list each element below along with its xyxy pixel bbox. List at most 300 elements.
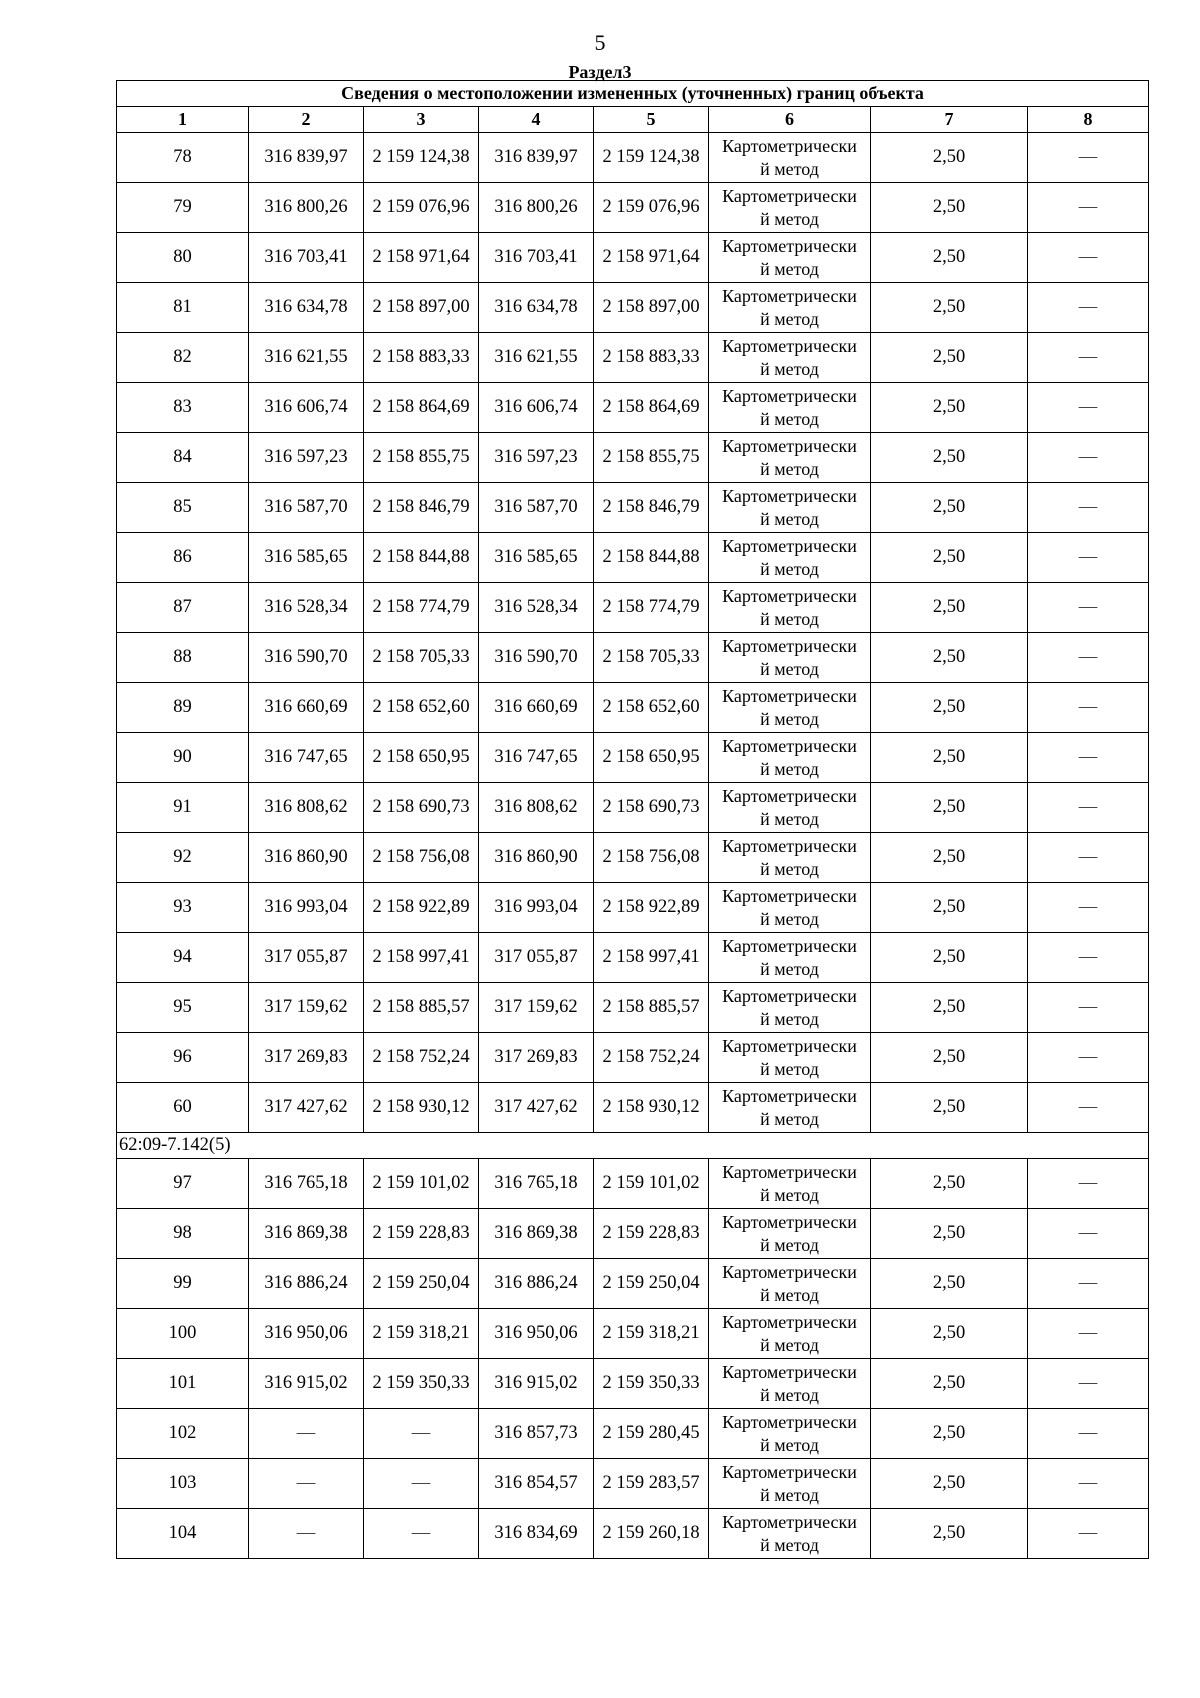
note-cell: — (1028, 383, 1149, 433)
point-number-cell: 93 (117, 883, 249, 933)
method-cell (709, 1459, 871, 1509)
existing-x-cell: 316 660,69 (249, 683, 364, 733)
new-x-cell: 316 950,06 (479, 1309, 594, 1359)
table-row (117, 433, 1149, 483)
method-line-2: й метод (760, 1234, 819, 1255)
column-number-row (117, 107, 1149, 133)
new-x-cell: 316 869,38 (479, 1209, 594, 1259)
point-number-cell: 87 (117, 583, 249, 633)
method-cell (709, 733, 871, 783)
accuracy-cell: 2,50 (871, 1359, 1028, 1409)
new-x-cell: 316 597,23 (479, 433, 594, 483)
note-cell: — (1028, 783, 1149, 833)
existing-y-cell: 2 158 756,08 (364, 833, 479, 883)
new-y-cell: 2 158 885,57 (594, 983, 709, 1033)
table-row (117, 1509, 1149, 1559)
note-cell: — (1028, 1259, 1149, 1309)
accuracy-cell: 2,50 (871, 1509, 1028, 1559)
new-x-cell: 317 159,62 (479, 983, 594, 1033)
existing-x-cell: 316 993,04 (249, 883, 364, 933)
method-line-2: й метод (760, 808, 819, 829)
existing-y-cell: 2 158 855,75 (364, 433, 479, 483)
note-cell: — (1028, 683, 1149, 733)
existing-y-cell: 2 159 350,33 (364, 1359, 479, 1409)
note-cell: — (1028, 1409, 1149, 1459)
method-line-1: Картометрически (722, 885, 857, 906)
note-cell: — (1028, 1359, 1149, 1409)
method-line-2: й метод (760, 908, 819, 929)
method-line-1: Картометрически (722, 1511, 857, 1532)
column-number: 8 (1028, 107, 1149, 133)
note-cell: — (1028, 733, 1149, 783)
method-line-2: й метод (760, 558, 819, 579)
method-line-2: й метод (760, 858, 819, 879)
method-cell (709, 1083, 871, 1133)
method-line-1: Картометрически (722, 685, 857, 706)
new-y-cell: 2 159 076,96 (594, 183, 709, 233)
group-label: 62:09-7.142(5) (117, 1133, 1149, 1159)
accuracy-cell: 2,50 (871, 433, 1028, 483)
new-x-cell: 316 621,55 (479, 333, 594, 383)
method-line-2: й метод (760, 1534, 819, 1555)
column-number: 4 (479, 107, 594, 133)
method-line-1: Картометрически (722, 1261, 857, 1282)
existing-y-cell: 2 158 844,88 (364, 533, 479, 583)
new-y-cell: 2 158 846,79 (594, 483, 709, 533)
table-row (117, 233, 1149, 283)
accuracy-cell: 2,50 (871, 1409, 1028, 1459)
point-number-cell: 91 (117, 783, 249, 833)
table-row (117, 1083, 1149, 1133)
table-row (117, 333, 1149, 383)
note-cell: — (1028, 1033, 1149, 1083)
table-row (117, 1359, 1149, 1409)
accuracy-cell: 2,50 (871, 533, 1028, 583)
method-line-2: й метод (760, 508, 819, 529)
accuracy-cell: 2,50 (871, 333, 1028, 383)
new-x-cell: 316 915,02 (479, 1359, 594, 1409)
new-y-cell: 2 159 228,83 (594, 1209, 709, 1259)
point-number-cell: 100 (117, 1309, 249, 1359)
method-cell (709, 1409, 871, 1459)
existing-x-cell: 316 597,23 (249, 433, 364, 483)
accuracy-cell: 2,50 (871, 783, 1028, 833)
existing-x-cell: 316 950,06 (249, 1309, 364, 1359)
accuracy-cell: 2,50 (871, 133, 1028, 183)
existing-x-cell: 316 606,74 (249, 383, 364, 433)
existing-y-cell: 2 159 124,38 (364, 133, 479, 183)
method-line-1: Картометрически (722, 1211, 857, 1232)
accuracy-cell: 2,50 (871, 1033, 1028, 1083)
method-cell (709, 333, 871, 383)
new-y-cell: 2 158 855,75 (594, 433, 709, 483)
method-line-1: Картометрически (722, 185, 857, 206)
method-cell (709, 1159, 871, 1209)
method-cell (709, 783, 871, 833)
new-y-cell: 2 158 652,60 (594, 683, 709, 733)
note-cell: — (1028, 633, 1149, 683)
existing-x-cell: 316 747,65 (249, 733, 364, 783)
accuracy-cell: 2,50 (871, 183, 1028, 233)
new-y-cell: 2 158 705,33 (594, 633, 709, 683)
accuracy-cell: 2,50 (871, 1159, 1028, 1209)
existing-y-cell: 2 158 774,79 (364, 583, 479, 633)
point-number-cell: 101 (117, 1359, 249, 1409)
method-line-2: й метод (760, 1108, 819, 1129)
existing-y-cell: 2 159 076,96 (364, 183, 479, 233)
column-number: 2 (249, 107, 364, 133)
method-line-2: й метод (760, 608, 819, 629)
existing-x-cell: — (249, 1509, 364, 1559)
new-x-cell: 316 587,70 (479, 483, 594, 533)
existing-x-cell: 316 590,70 (249, 633, 364, 683)
method-cell (709, 833, 871, 883)
point-number-cell: 83 (117, 383, 249, 433)
method-line-1: Картометрически (722, 1461, 857, 1482)
method-line-1: Картометрически (722, 735, 857, 756)
point-number-cell: 60 (117, 1083, 249, 1133)
new-y-cell: 2 158 930,12 (594, 1083, 709, 1133)
note-cell: — (1028, 883, 1149, 933)
table-row (117, 133, 1149, 183)
new-x-cell: 316 660,69 (479, 683, 594, 733)
accuracy-cell: 2,50 (871, 983, 1028, 1033)
table-row (117, 933, 1149, 983)
new-y-cell: 2 159 318,21 (594, 1309, 709, 1359)
point-number-cell: 95 (117, 983, 249, 1033)
method-line-1: Картометрически (722, 785, 857, 806)
note-cell: — (1028, 583, 1149, 633)
method-line-1: Картометрически (722, 435, 857, 456)
method-line-1: Картометрически (722, 535, 857, 556)
method-line-1: Картометрически (722, 985, 857, 1006)
column-number: 6 (709, 107, 871, 133)
existing-x-cell: 317 159,62 (249, 983, 364, 1033)
method-line-1: Картометрически (722, 1085, 857, 1106)
new-y-cell: 2 158 752,24 (594, 1033, 709, 1083)
existing-x-cell: 317 269,83 (249, 1033, 364, 1083)
point-number-cell: 92 (117, 833, 249, 883)
method-line-1: Картометрически (722, 935, 857, 956)
method-line-1: Картометрически (722, 1411, 857, 1432)
accuracy-cell: 2,50 (871, 683, 1028, 733)
table-row (117, 1159, 1149, 1209)
existing-x-cell: — (249, 1459, 364, 1509)
new-x-cell: 316 634,78 (479, 283, 594, 333)
table-row (117, 283, 1149, 333)
new-x-cell: 317 269,83 (479, 1033, 594, 1083)
note-cell: — (1028, 1159, 1149, 1209)
existing-y-cell: 2 158 690,73 (364, 783, 479, 833)
existing-y-cell: 2 158 897,00 (364, 283, 479, 333)
existing-y-cell: 2 158 846,79 (364, 483, 479, 533)
new-x-cell: 316 808,62 (479, 783, 594, 833)
method-cell (709, 1209, 871, 1259)
table-row (117, 383, 1149, 433)
existing-y-cell: 2 159 101,02 (364, 1159, 479, 1209)
new-x-cell: 316 585,65 (479, 533, 594, 583)
new-x-cell: 316 886,24 (479, 1259, 594, 1309)
existing-x-cell: 316 869,38 (249, 1209, 364, 1259)
column-number: 3 (364, 107, 479, 133)
method-line-1: Картометрически (722, 585, 857, 606)
new-y-cell: 2 159 101,02 (594, 1159, 709, 1209)
column-number: 1 (117, 107, 249, 133)
new-y-cell: 2 158 897,00 (594, 283, 709, 333)
new-y-cell: 2 158 997,41 (594, 933, 709, 983)
note-cell: — (1028, 933, 1149, 983)
note-cell: — (1028, 133, 1149, 183)
new-x-cell: 316 993,04 (479, 883, 594, 933)
new-x-cell: 316 765,18 (479, 1159, 594, 1209)
method-cell (709, 1259, 871, 1309)
accuracy-cell: 2,50 (871, 483, 1028, 533)
new-y-cell: 2 158 650,95 (594, 733, 709, 783)
method-cell (709, 633, 871, 683)
existing-y-cell: 2 158 650,95 (364, 733, 479, 783)
method-line-1: Картометрически (722, 1311, 857, 1332)
table-row (117, 783, 1149, 833)
method-line-2: й метод (760, 308, 819, 329)
method-cell (709, 1033, 871, 1083)
method-line-2: й метод (760, 258, 819, 279)
note-cell: — (1028, 1209, 1149, 1259)
existing-y-cell: 2 158 752,24 (364, 1033, 479, 1083)
existing-x-cell: 316 585,65 (249, 533, 364, 583)
section-label: Раздел3 (568, 62, 632, 82)
point-number-cell: 94 (117, 933, 249, 983)
new-y-cell: 2 159 280,45 (594, 1409, 709, 1459)
new-x-cell: 316 606,74 (479, 383, 594, 433)
existing-x-cell: 317 427,62 (249, 1083, 364, 1133)
new-y-cell: 2 159 124,38 (594, 133, 709, 183)
method-cell (709, 683, 871, 733)
point-number-cell: 104 (117, 1509, 249, 1559)
note-cell: — (1028, 1509, 1149, 1559)
accuracy-cell: 2,50 (871, 1309, 1028, 1359)
existing-y-cell: 2 158 705,33 (364, 633, 479, 683)
new-x-cell: 316 857,73 (479, 1409, 594, 1459)
new-x-cell: 316 860,90 (479, 833, 594, 883)
method-line-2: й метод (760, 458, 819, 479)
accuracy-cell: 2,50 (871, 1459, 1028, 1509)
accuracy-cell: 2,50 (871, 933, 1028, 983)
method-cell (709, 883, 871, 933)
method-line-2: й метод (760, 1384, 819, 1405)
note-cell: — (1028, 983, 1149, 1033)
note-cell: — (1028, 1083, 1149, 1133)
table-row (117, 733, 1149, 783)
column-number: 5 (594, 107, 709, 133)
new-y-cell: 2 158 844,88 (594, 533, 709, 583)
existing-y-cell: — (364, 1409, 479, 1459)
method-cell (709, 533, 871, 583)
table-row (117, 633, 1149, 683)
method-line-1: Картометрически (722, 335, 857, 356)
existing-y-cell: 2 158 883,33 (364, 333, 479, 383)
column-number: 7 (871, 107, 1028, 133)
boundary-table (116, 80, 1149, 1559)
existing-x-cell: 316 839,97 (249, 133, 364, 183)
existing-y-cell: 2 159 228,83 (364, 1209, 479, 1259)
point-number-cell: 85 (117, 483, 249, 533)
method-line-2: й метод (760, 1334, 819, 1355)
existing-x-cell: 316 703,41 (249, 233, 364, 283)
method-cell (709, 283, 871, 333)
note-cell: — (1028, 533, 1149, 583)
existing-x-cell: 316 886,24 (249, 1259, 364, 1309)
note-cell: — (1028, 1309, 1149, 1359)
table-row (117, 1259, 1149, 1309)
existing-x-cell: 316 528,34 (249, 583, 364, 633)
page-number: 5 (594, 30, 606, 55)
method-cell (709, 133, 871, 183)
method-line-1: Картометрически (722, 1035, 857, 1056)
accuracy-cell: 2,50 (871, 1209, 1028, 1259)
accuracy-cell: 2,50 (871, 283, 1028, 333)
existing-x-cell: 316 800,26 (249, 183, 364, 233)
method-cell (709, 583, 871, 633)
point-number-cell: 84 (117, 433, 249, 483)
table-row (117, 1409, 1149, 1459)
existing-x-cell: 316 765,18 (249, 1159, 364, 1209)
point-number-cell: 90 (117, 733, 249, 783)
method-line-1: Картометрически (722, 285, 857, 306)
accuracy-cell: 2,50 (871, 833, 1028, 883)
existing-x-cell: 316 634,78 (249, 283, 364, 333)
existing-y-cell: — (364, 1509, 479, 1559)
new-y-cell: 2 159 260,18 (594, 1509, 709, 1559)
existing-y-cell: 2 158 885,57 (364, 983, 479, 1033)
accuracy-cell: 2,50 (871, 383, 1028, 433)
note-cell: — (1028, 333, 1149, 383)
method-cell (709, 983, 871, 1033)
method-line-2: й метод (760, 1008, 819, 1029)
method-line-1: Картометрически (722, 485, 857, 506)
note-cell: — (1028, 1459, 1149, 1509)
accuracy-cell: 2,50 (871, 583, 1028, 633)
method-cell (709, 1359, 871, 1409)
table-row (117, 583, 1149, 633)
new-x-cell: 317 055,87 (479, 933, 594, 983)
method-line-1: Картометрически (722, 1161, 857, 1182)
existing-y-cell: 2 158 997,41 (364, 933, 479, 983)
point-number-cell: 79 (117, 183, 249, 233)
accuracy-cell: 2,50 (871, 1083, 1028, 1133)
point-number-cell: 97 (117, 1159, 249, 1209)
new-y-cell: 2 158 756,08 (594, 833, 709, 883)
new-y-cell: 2 158 883,33 (594, 333, 709, 383)
accuracy-cell: 2,50 (871, 633, 1028, 683)
table-row (117, 683, 1149, 733)
method-line-2: й метод (760, 658, 819, 679)
point-number-cell: 82 (117, 333, 249, 383)
note-cell: — (1028, 433, 1149, 483)
note-cell: — (1028, 233, 1149, 283)
method-line-1: Картометрически (722, 135, 857, 156)
method-line-1: Картометрически (722, 235, 857, 256)
method-line-1: Картометрически (722, 635, 857, 656)
new-x-cell: 316 747,65 (479, 733, 594, 783)
new-y-cell: 2 159 250,04 (594, 1259, 709, 1309)
existing-y-cell: 2 159 250,04 (364, 1259, 479, 1309)
point-number-cell: 102 (117, 1409, 249, 1459)
point-number-cell: 103 (117, 1459, 249, 1509)
method-line-2: й метод (760, 1058, 819, 1079)
new-x-cell: 316 528,34 (479, 583, 594, 633)
new-x-cell: 316 839,97 (479, 133, 594, 183)
new-y-cell: 2 158 690,73 (594, 783, 709, 833)
existing-y-cell: 2 158 930,12 (364, 1083, 479, 1133)
point-number-cell: 89 (117, 683, 249, 733)
note-cell: — (1028, 833, 1149, 883)
method-cell (709, 1309, 871, 1359)
point-number-cell: 78 (117, 133, 249, 183)
table-caption: Сведения о местоположении измененных (уточненных) границ объекта (117, 81, 1149, 107)
method-line-1: Картометрически (722, 1361, 857, 1382)
new-y-cell: 2 158 971,64 (594, 233, 709, 283)
method-line-2: й метод (760, 408, 819, 429)
existing-y-cell: 2 158 652,60 (364, 683, 479, 733)
method-line-2: й метод (760, 1434, 819, 1455)
existing-x-cell: — (249, 1409, 364, 1459)
method-line-2: й метод (760, 358, 819, 379)
existing-y-cell: 2 158 971,64 (364, 233, 479, 283)
table-row (117, 483, 1149, 533)
method-cell (709, 233, 871, 283)
table-row (117, 1033, 1149, 1083)
point-number-cell: 80 (117, 233, 249, 283)
method-cell (709, 433, 871, 483)
method-line-2: й метод (760, 958, 819, 979)
accuracy-cell: 2,50 (871, 883, 1028, 933)
new-x-cell: 316 800,26 (479, 183, 594, 233)
method-cell (709, 483, 871, 533)
method-line-2: й метод (760, 708, 819, 729)
existing-y-cell: 2 159 318,21 (364, 1309, 479, 1359)
new-x-cell: 316 854,57 (479, 1459, 594, 1509)
point-number-cell: 86 (117, 533, 249, 583)
method-line-2: й метод (760, 758, 819, 779)
new-y-cell: 2 158 922,89 (594, 883, 709, 933)
new-y-cell: 2 159 350,33 (594, 1359, 709, 1409)
table-row (117, 983, 1149, 1033)
method-line-1: Картометрически (722, 835, 857, 856)
method-line-2: й метод (760, 1284, 819, 1305)
method-cell (709, 383, 871, 433)
table-row (117, 1459, 1149, 1509)
note-cell: — (1028, 183, 1149, 233)
new-x-cell: 317 427,62 (479, 1083, 594, 1133)
table-row (117, 183, 1149, 233)
existing-x-cell: 316 621,55 (249, 333, 364, 383)
note-cell: — (1028, 483, 1149, 533)
table-row (117, 883, 1149, 933)
method-line-2: й метод (760, 158, 819, 179)
new-x-cell: 316 590,70 (479, 633, 594, 683)
table-row (117, 833, 1149, 883)
existing-y-cell: 2 158 864,69 (364, 383, 479, 433)
accuracy-cell: 2,50 (871, 1259, 1028, 1309)
new-y-cell: 2 159 283,57 (594, 1459, 709, 1509)
new-y-cell: 2 158 864,69 (594, 383, 709, 433)
existing-x-cell: 316 587,70 (249, 483, 364, 533)
existing-x-cell: 317 055,87 (249, 933, 364, 983)
existing-x-cell: 316 808,62 (249, 783, 364, 833)
new-x-cell: 316 703,41 (479, 233, 594, 283)
method-line-2: й метод (760, 1484, 819, 1505)
point-number-cell: 96 (117, 1033, 249, 1083)
